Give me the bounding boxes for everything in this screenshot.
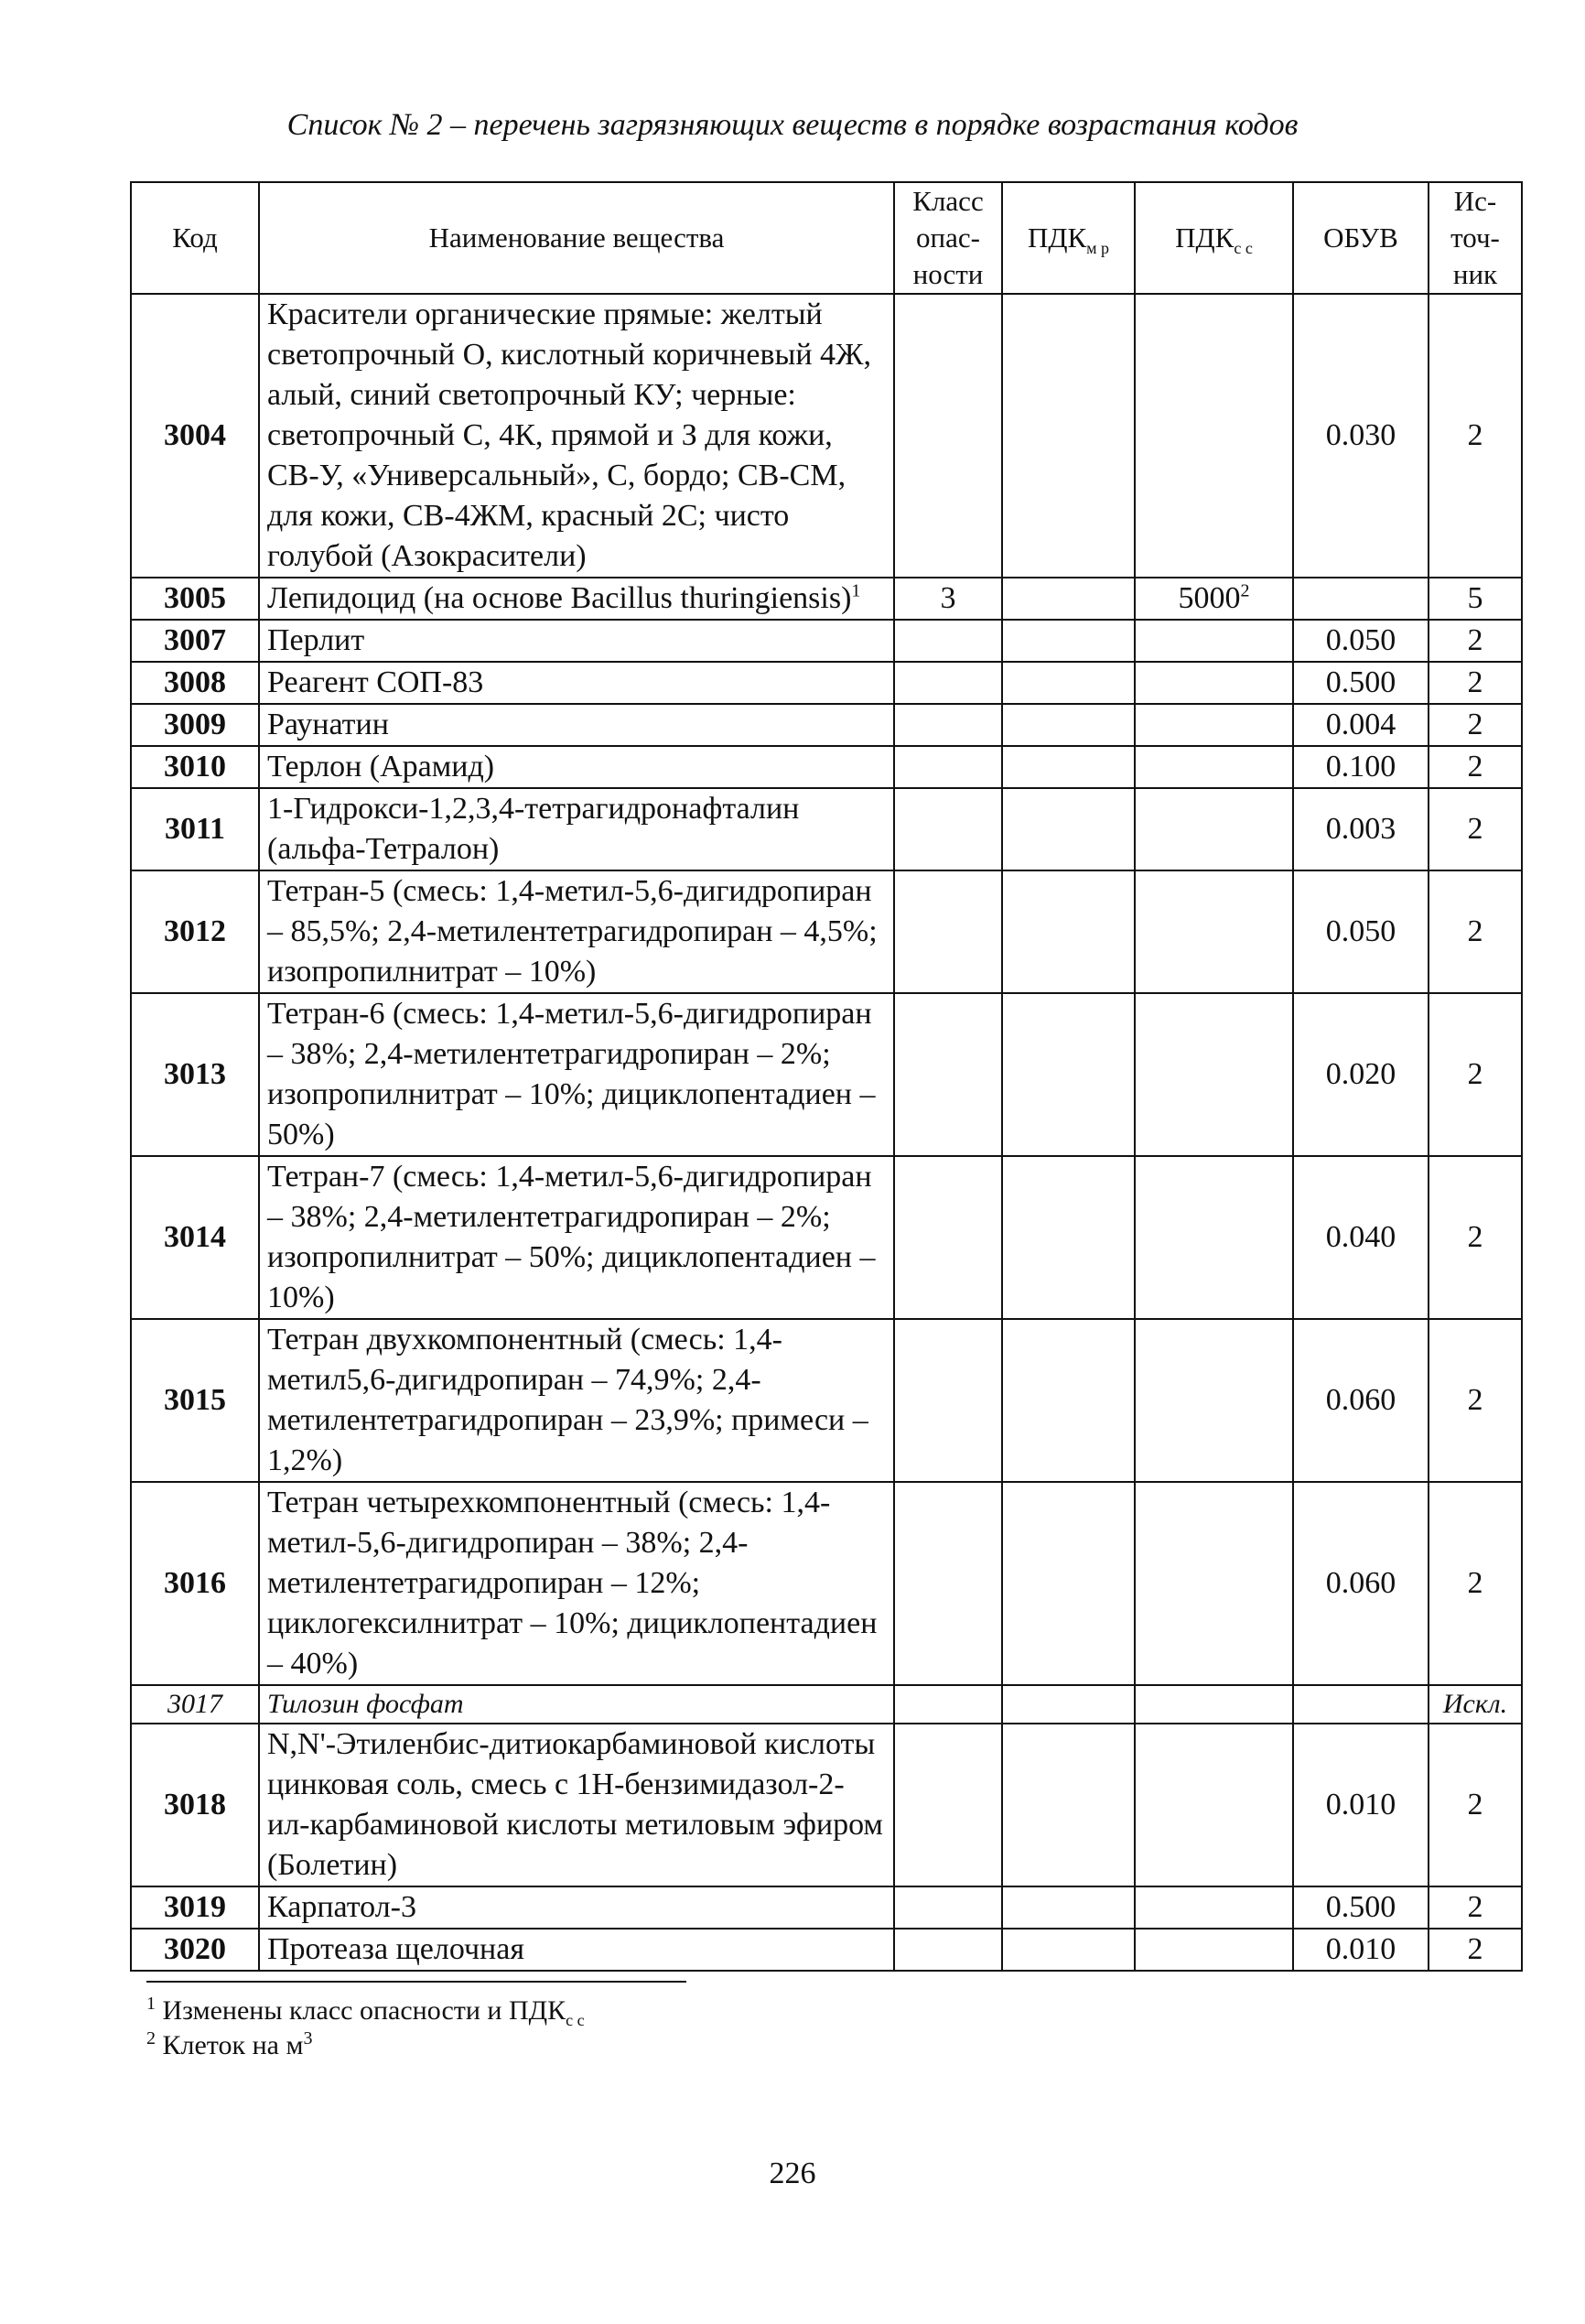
cell-pdk-ss <box>1135 788 1293 870</box>
cell-code: 3017 <box>131 1685 259 1724</box>
cell-pdk-ss <box>1135 1929 1293 1971</box>
header-hazard-class: Класс опас- ности <box>894 182 1002 294</box>
cell-pdk-ss <box>1135 870 1293 993</box>
page-number: 226 <box>769 2156 816 2190</box>
table-row <box>131 1319 1522 1482</box>
cell-hazard <box>894 870 1002 993</box>
cell-hazard: 3 <box>894 578 1002 620</box>
cell-source: 2 <box>1429 704 1522 746</box>
cell-name: Тетран-6 (смесь: 1,4-метил-5,6-дигидропиран – 38%; 2,4-метилентетрагидропиран – 2%; изопропилнитрат – 10%; дициклопентадиен – 50%) <box>259 993 894 1156</box>
cell-pdk-ss <box>1135 746 1293 788</box>
substances-table <box>130 181 1523 1972</box>
table-row <box>131 704 1522 746</box>
cell-pdk-ss <box>1135 1685 1293 1724</box>
cell-source: 2 <box>1429 1724 1522 1886</box>
cell-name: 1-Гидрокси-1,2,3,4-тетрагидронафталин (альфа-Тетралон) <box>259 788 894 870</box>
cell-pdk-mr <box>1002 1929 1135 1971</box>
cell-pdk-ss <box>1135 662 1293 704</box>
cell-pdk-mr <box>1002 788 1135 870</box>
list-caption: Список № 2 – перечень загрязняющих веществ в порядке возрастания кодов <box>286 108 1299 142</box>
cell-code: 3015 <box>131 1319 259 1482</box>
table-row <box>131 870 1522 993</box>
cell-obuv: 0.020 <box>1293 993 1429 1156</box>
table-row <box>131 662 1522 704</box>
table-row <box>131 1886 1522 1929</box>
cell-name: Протеаза щелочная <box>259 1929 894 1971</box>
table-row <box>131 1685 1522 1724</box>
cell-obuv: 0.500 <box>1293 662 1429 704</box>
footnotes <box>146 1994 585 2063</box>
header-pdk-ss: $ПДК_{с с}$ <box>1135 182 1293 294</box>
cell-pdk-ss: 5000$^2$ <box>1135 578 1293 620</box>
cell-pdk-ss <box>1135 1724 1293 1886</box>
cell-code: 3012 <box>131 870 259 993</box>
cell-pdk-ss <box>1135 1319 1293 1482</box>
cell-name: Тетран-5 (смесь: 1,4-метил-5,6-дигидропиран – 85,5%; 2,4-метилентетрагидропиран – 4,5%; изопропилнитрат – 10%) <box>259 870 894 993</box>
cell-pdk-mr <box>1002 1156 1135 1319</box>
cell-hazard <box>894 1929 1002 1971</box>
cell-pdk-ss <box>1135 1482 1293 1685</box>
cell-name: Тетран двухкомпонентный (смесь: 1,4-метил5,6-дигидропиран – 74,9%; 2,4-метилентетрагидропиран – 23,9%; примеси – 1,2%) <box>259 1319 894 1482</box>
cell-source: 2 <box>1429 993 1522 1156</box>
cell-name: Тетран четырехкомпонентный (смесь: 1,4-метил-5,6-дигидропиран – 38%; 2,4-метилентетрагидропиран – 12%; циклогексилнитрат – 10%; дициклопентадиен – 40%) <box>259 1482 894 1685</box>
cell-source: 2 <box>1429 746 1522 788</box>
cell-obuv: 0.010 <box>1293 1929 1429 1971</box>
cell-hazard <box>894 1685 1002 1724</box>
cell-code: 3008 <box>131 662 259 704</box>
table-row <box>131 788 1522 870</box>
cell-obuv: 0.500 <box>1293 1886 1429 1929</box>
header-pdk-mr: $ПДК_{м р}$ <box>1002 182 1135 294</box>
cell-code: 3004 <box>131 294 259 578</box>
cell-source: 2 <box>1429 1929 1522 1971</box>
header-code: Код <box>131 182 259 294</box>
cell-source: 2 <box>1429 294 1522 578</box>
cell-hazard <box>894 294 1002 578</box>
footnote-1: $^1$ Изменены класс опасности и $ПДК_{с с}$ <box>146 1994 585 2029</box>
cell-name: Тетран-7 (смесь: 1,4-метил-5,6-дигидропиран – 38%; 2,4-метилентетрагидропиран – 2%; изопропилнитрат – 50%; дициклопентадиен – 10%) <box>259 1156 894 1319</box>
cell-hazard <box>894 1482 1002 1685</box>
cell-pdk-mr <box>1002 662 1135 704</box>
cell-pdk-mr <box>1002 294 1135 578</box>
cell-source: 2 <box>1429 662 1522 704</box>
cell-name: Терлон (Арамид) <box>259 746 894 788</box>
cell-source: 2 <box>1429 1482 1522 1685</box>
table-header-row <box>131 182 1522 294</box>
cell-hazard <box>894 746 1002 788</box>
cell-pdk-ss <box>1135 1886 1293 1929</box>
cell-obuv: 0.030 <box>1293 294 1429 578</box>
cell-source: 2 <box>1429 870 1522 993</box>
cell-code: 3016 <box>131 1482 259 1685</box>
cell-obuv: 0.050 <box>1293 870 1429 993</box>
cell-code: 3005 <box>131 578 259 620</box>
cell-pdk-mr <box>1002 1482 1135 1685</box>
cell-obuv: 0.050 <box>1293 620 1429 662</box>
cell-pdk-ss <box>1135 993 1293 1156</box>
cell-code: 3009 <box>131 704 259 746</box>
cell-source: Искл. <box>1429 1685 1522 1724</box>
cell-hazard <box>894 620 1002 662</box>
cell-pdk-mr <box>1002 1724 1135 1886</box>
cell-obuv: 0.010 <box>1293 1724 1429 1886</box>
cell-source: 2 <box>1429 1886 1522 1929</box>
cell-pdk-mr <box>1002 620 1135 662</box>
footnote-divider <box>146 1981 686 1983</box>
cell-obuv: 0.004 <box>1293 704 1429 746</box>
cell-pdk-mr <box>1002 993 1135 1156</box>
cell-hazard <box>894 704 1002 746</box>
cell-name: Реагент СОП-83 <box>259 662 894 704</box>
cell-hazard <box>894 1156 1002 1319</box>
cell-pdk-mr <box>1002 578 1135 620</box>
cell-pdk-mr <box>1002 1886 1135 1929</box>
table-row <box>131 1156 1522 1319</box>
cell-hazard <box>894 1319 1002 1482</box>
cell-pdk-mr <box>1002 746 1135 788</box>
table-row <box>131 294 1522 578</box>
table-body <box>131 294 1522 1971</box>
cell-code: 3018 <box>131 1724 259 1886</box>
cell-pdk-mr <box>1002 704 1135 746</box>
cell-obuv: 0.040 <box>1293 1156 1429 1319</box>
footnote-2: $^2$ Клеток на $м^3$ <box>146 2028 313 2060</box>
cell-code: 3014 <box>131 1156 259 1319</box>
cell-hazard <box>894 993 1002 1156</box>
cell-obuv: 0.100 <box>1293 746 1429 788</box>
cell-hazard <box>894 662 1002 704</box>
cell-name: Лепидоцид (на основе Bacillus thuringiensis)$^1$ <box>259 578 894 620</box>
cell-source: 5 <box>1429 578 1522 620</box>
header-obuv: ОБУВ <box>1293 182 1429 294</box>
cell-obuv <box>1293 578 1429 620</box>
table-row <box>131 578 1522 620</box>
cell-pdk-mr <box>1002 1319 1135 1482</box>
cell-code: 3013 <box>131 993 259 1156</box>
cell-pdk-ss <box>1135 704 1293 746</box>
cell-code: 3020 <box>131 1929 259 1971</box>
header-name: Наименование вещества <box>259 182 894 294</box>
cell-obuv: 0.060 <box>1293 1482 1429 1685</box>
table-row <box>131 1724 1522 1886</box>
cell-code: 3010 <box>131 746 259 788</box>
cell-name: Раунатин <box>259 704 894 746</box>
table-row <box>131 620 1522 662</box>
cell-source: 2 <box>1429 620 1522 662</box>
cell-code: 3011 <box>131 788 259 870</box>
header-source: Ис- точ- ник <box>1429 182 1522 294</box>
table-row <box>131 993 1522 1156</box>
cell-pdk-mr <box>1002 870 1135 993</box>
cell-pdk-ss <box>1135 620 1293 662</box>
cell-source: 2 <box>1429 1156 1522 1319</box>
cell-code: 3007 <box>131 620 259 662</box>
table-row <box>131 1482 1522 1685</box>
cell-pdk-ss <box>1135 1156 1293 1319</box>
cell-name: Перлит <box>259 620 894 662</box>
cell-source: 2 <box>1429 788 1522 870</box>
cell-hazard <box>894 1886 1002 1929</box>
cell-obuv: 0.003 <box>1293 788 1429 870</box>
cell-pdk-mr <box>1002 1685 1135 1724</box>
cell-obuv <box>1293 1685 1429 1724</box>
cell-code: 3019 <box>131 1886 259 1929</box>
cell-hazard <box>894 788 1002 870</box>
cell-obuv: 0.060 <box>1293 1319 1429 1482</box>
table-row <box>131 746 1522 788</box>
cell-pdk-ss <box>1135 294 1293 578</box>
cell-source: 2 <box>1429 1319 1522 1482</box>
cell-hazard <box>894 1724 1002 1886</box>
cell-name: Красители органические прямые: желтый светопрочный О, кислотный коричневый 4Ж, алый, синий светопрочный КУ; черные: светопрочный С, 4К, прямой и З для кожи, СВ-У, «Универсальный», С, бордо; СВ-СМ, для кожи, СВ-4ЖМ, красный 2С; чисто голубой (Азокрасители) <box>259 294 894 578</box>
cell-name: Тилозин фосфат <box>259 1685 894 1724</box>
cell-name: Карпатол-3 <box>259 1886 894 1929</box>
table-row <box>131 1929 1522 1971</box>
cell-name: N,N'-Этиленбис-дитиокарбаминовой кислоты цинковая соль, смесь с 1Н-бензимидазол-2-ил-карбаминовой кислоты метиловым эфиром (Болетин) <box>259 1724 894 1886</box>
